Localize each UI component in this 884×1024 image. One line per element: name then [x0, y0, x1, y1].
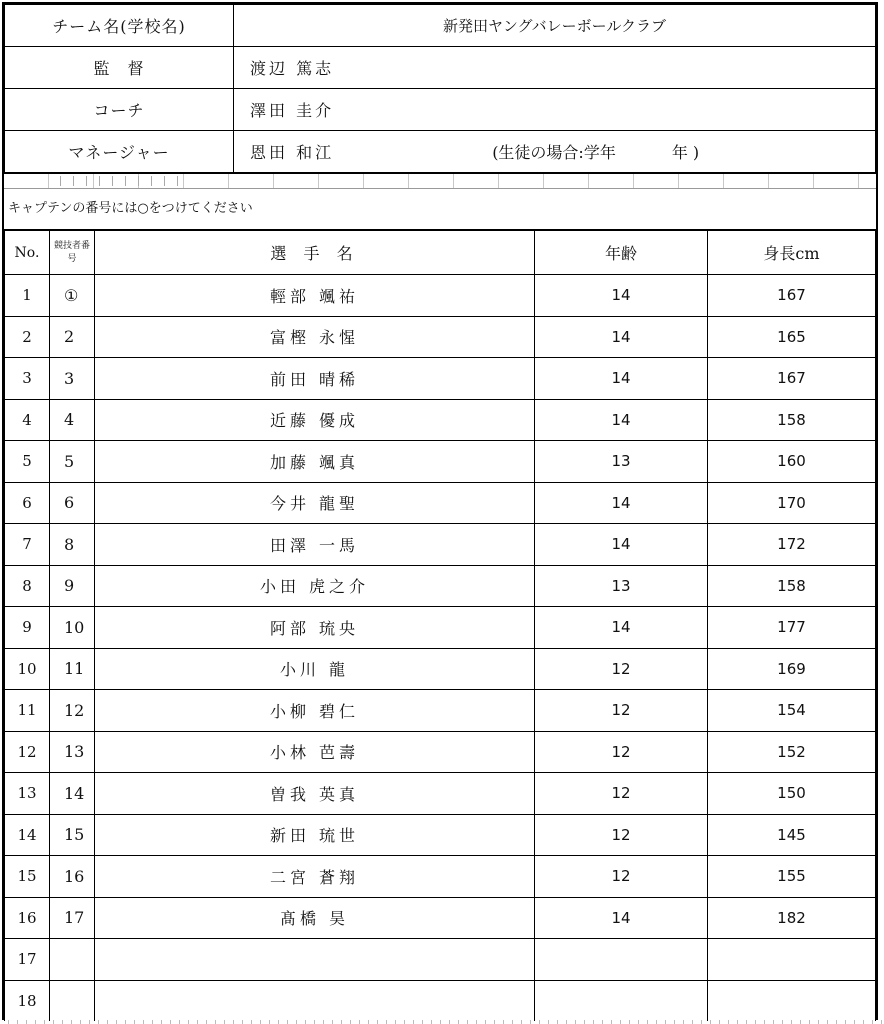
player-name: 阿部 琉央	[95, 607, 535, 649]
coach-name: 澤田 圭介	[234, 89, 876, 131]
table-row	[5, 773, 876, 815]
player-age: 12	[535, 648, 708, 690]
header-height: 身長cm	[708, 231, 876, 275]
player-age: 12	[535, 690, 708, 732]
player-name	[95, 939, 535, 981]
player-roster-table	[4, 230, 876, 1021]
player-height: 167	[708, 275, 876, 317]
player-name: 近藤 優成	[95, 399, 535, 441]
jersey-number: 13	[50, 731, 95, 773]
player-age: 14	[535, 607, 708, 649]
player-name: 加藤 颯真	[95, 441, 535, 483]
team-label: チーム名(学校名)	[5, 5, 234, 47]
table-row	[5, 275, 876, 317]
table-row	[5, 316, 876, 358]
table-row	[5, 814, 876, 856]
player-height: 165	[708, 316, 876, 358]
player-name: 富樫 永惺	[95, 316, 535, 358]
player-age: 14	[535, 399, 708, 441]
row-number: 8	[5, 565, 50, 607]
manager-name: 恩田 和江	[250, 143, 335, 162]
jersey-number: 4	[50, 399, 95, 441]
table-row	[5, 897, 876, 939]
player-height: 158	[708, 399, 876, 441]
player-height: 170	[708, 482, 876, 524]
jersey-number: ①	[50, 275, 95, 317]
row-number: 3	[5, 358, 50, 400]
row-number: 11	[5, 690, 50, 732]
row-number: 4	[5, 399, 50, 441]
row-number: 14	[5, 814, 50, 856]
table-row	[5, 648, 876, 690]
player-name: 髙橋 昊	[95, 897, 535, 939]
manager-cell	[234, 131, 876, 173]
player-height: 145	[708, 814, 876, 856]
player-name: 新田 琉世	[95, 814, 535, 856]
table-row	[5, 980, 876, 1021]
row-number: 10	[5, 648, 50, 690]
row-number: 15	[5, 856, 50, 898]
player-name: 小柳 碧仁	[95, 690, 535, 732]
table-row	[5, 482, 876, 524]
jersey-number: 6	[50, 482, 95, 524]
player-height: 152	[708, 731, 876, 773]
player-age	[535, 939, 708, 981]
grade-suffix: 年 )	[671, 143, 700, 162]
manager-label: マネージャー	[5, 131, 234, 173]
jersey-number: 17	[50, 897, 95, 939]
header-no: No.	[5, 231, 50, 275]
player-age: 14	[535, 275, 708, 317]
player-height: 177	[708, 607, 876, 649]
team-info-table	[4, 4, 876, 173]
header-age: 年齢	[535, 231, 708, 275]
player-name: 田澤 一馬	[95, 524, 535, 566]
jersey-number: 10	[50, 607, 95, 649]
player-age: 12	[535, 814, 708, 856]
player-name: 二宮 蒼翔	[95, 856, 535, 898]
table-row	[5, 690, 876, 732]
table-row	[5, 524, 876, 566]
row-number: 1	[5, 275, 50, 317]
table-row	[5, 607, 876, 649]
jersey-number	[50, 939, 95, 981]
director-name: 渡辺 篤志	[234, 47, 876, 89]
row-number: 13	[5, 773, 50, 815]
row-number: 16	[5, 897, 50, 939]
row-number: 17	[5, 939, 50, 981]
player-height: 154	[708, 690, 876, 732]
jersey-number: 15	[50, 814, 95, 856]
bottom-edge	[0, 1020, 884, 1024]
player-age: 14	[535, 316, 708, 358]
jersey-number: 2	[50, 316, 95, 358]
row-number: 7	[5, 524, 50, 566]
header-name: 選 手 名	[95, 231, 535, 275]
player-height: 182	[708, 897, 876, 939]
grade-field	[492, 140, 699, 163]
row-number: 12	[5, 731, 50, 773]
table-row	[5, 856, 876, 898]
row-number: 2	[5, 316, 50, 358]
player-age: 14	[535, 897, 708, 939]
player-height: 150	[708, 773, 876, 815]
coach-label: コーチ	[5, 89, 234, 131]
header-jersey: 競技者番号	[50, 231, 95, 275]
jersey-number: 14	[50, 773, 95, 815]
player-name: 輕部 颯祐	[95, 275, 535, 317]
table-row	[5, 399, 876, 441]
jersey-number: 3	[50, 358, 95, 400]
jersey-number: 8	[50, 524, 95, 566]
row-number: 5	[5, 441, 50, 483]
player-age	[535, 980, 708, 1021]
player-height	[708, 939, 876, 981]
row-number: 18	[5, 980, 50, 1021]
table-row	[5, 939, 876, 981]
jersey-number: 9	[50, 565, 95, 607]
roster-header-row	[5, 231, 876, 275]
roster-sheet	[2, 2, 878, 1020]
grade-prefix: (生徒の場合:学年	[492, 143, 616, 162]
player-age: 14	[535, 358, 708, 400]
director-row	[5, 47, 876, 89]
player-name: 小川 龍	[95, 648, 535, 690]
player-name: 小田 虎之介	[95, 565, 535, 607]
table-row	[5, 565, 876, 607]
player-height: 167	[708, 358, 876, 400]
player-name: 曽我 英真	[95, 773, 535, 815]
player-name: 今井 龍聖	[95, 482, 535, 524]
divider-strip	[4, 173, 876, 189]
player-age: 12	[535, 731, 708, 773]
player-age: 13	[535, 441, 708, 483]
player-age: 13	[535, 565, 708, 607]
tick-marks	[48, 176, 184, 186]
player-height: 169	[708, 648, 876, 690]
player-age: 12	[535, 773, 708, 815]
team-row	[5, 5, 876, 47]
player-height: 172	[708, 524, 876, 566]
jersey-number: 12	[50, 690, 95, 732]
row-number: 9	[5, 607, 50, 649]
player-name: 前田 晴稀	[95, 358, 535, 400]
table-row	[5, 358, 876, 400]
jersey-number: 5	[50, 441, 95, 483]
manager-row	[5, 131, 876, 173]
player-name	[95, 980, 535, 1021]
coach-row	[5, 89, 876, 131]
player-height	[708, 980, 876, 1021]
jersey-number	[50, 980, 95, 1021]
player-height: 160	[708, 441, 876, 483]
captain-note: キャプテンの番号には○をつけてください	[4, 189, 876, 230]
jersey-number: 11	[50, 648, 95, 690]
director-label: 監 督	[5, 47, 234, 89]
table-row	[5, 731, 876, 773]
team-name: 新発田ヤングバレーボールクラブ	[234, 5, 876, 47]
jersey-number: 16	[50, 856, 95, 898]
player-height: 158	[708, 565, 876, 607]
row-number: 6	[5, 482, 50, 524]
player-age: 14	[535, 482, 708, 524]
player-height: 155	[708, 856, 876, 898]
player-name: 小林 芭壽	[95, 731, 535, 773]
player-age: 14	[535, 524, 708, 566]
player-age: 12	[535, 856, 708, 898]
table-row	[5, 441, 876, 483]
